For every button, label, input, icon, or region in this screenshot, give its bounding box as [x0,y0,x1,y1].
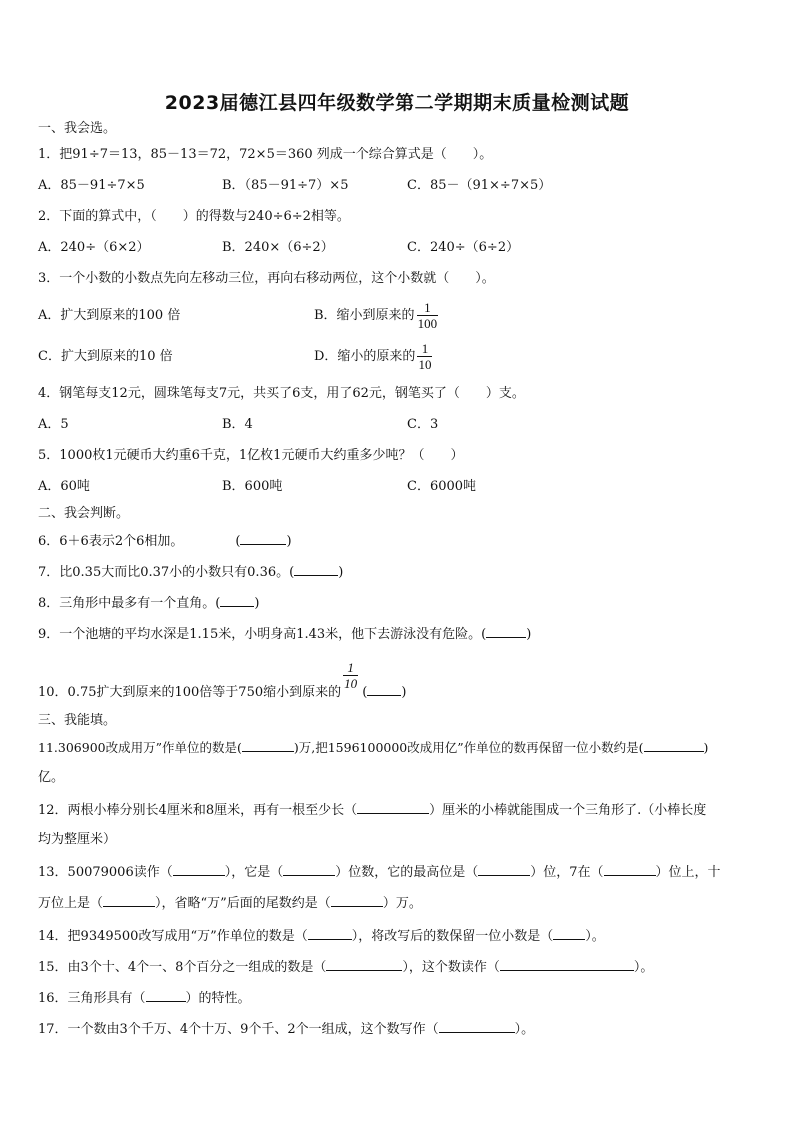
question-13-text: ）位上，十 [655,865,721,880]
question-13-text: 13．50079006读作（ [38,865,173,880]
question-2: 2．下面的算式中，（ ）的得数与240÷6÷2相等。 [38,209,350,224]
q1-option-c: C．85－（91×÷7×5） [407,178,552,193]
fraction-numerator: 1 [421,341,429,356]
answer-blank[interactable] [240,531,286,545]
answer-blank[interactable] [326,957,402,971]
fraction-denominator: 100 [417,316,438,331]
q3-option-a: A．扩大到原来的100 倍 [38,308,181,323]
q1-option-a: A．85－91÷7×5 [38,178,145,193]
answer-blank[interactable] [553,926,585,940]
q2-option-b: B．240×（6÷2） [222,240,334,255]
question-8 [38,593,259,613]
answer-blank[interactable] [478,862,530,876]
question-15-text: 15．由3个十、4个一、8个百分之一组成的数是（ [38,960,327,975]
question-13-text: ），它是（ [224,865,284,880]
question-3: 3．一个小数的小数点先向左移动三位，再向右移动两位，这个小数就（ ）。 [38,271,495,286]
q4-option-a: A．5 [38,417,69,432]
section-heading-fill: 三、我能填。 [38,713,117,728]
paren-close: ) [338,565,344,580]
q1-option-b: B．（85－91÷7）×5 [222,178,349,193]
question-11 [38,738,708,757]
question-12-cont: 均为整厘米） [38,832,117,847]
answer-blank[interactable] [294,562,338,576]
answer-blank[interactable] [146,988,186,1002]
answer-blank[interactable] [308,926,352,940]
q4-option-c: C．3 [407,417,439,432]
fraction-one-hundredth [417,300,439,331]
q4-option-b: B．4 [222,417,253,432]
question-10 [38,660,406,711]
paren-open: ( [235,534,241,549]
q5-option-a: A．60吨 [38,479,90,494]
fraction-denominator: 10 [344,676,358,691]
question-14-text: 14．把9349500改写成用“万”作单位的数是（ [38,929,308,944]
question-14-text: ）。 [585,929,605,944]
question-12-text: 12．两根小棒分别长4厘米和8厘米，再有一根至少长（ [38,803,358,818]
question-6-text: 6．6＋6表示2个6相加。 [38,534,184,549]
fraction-one-tenth [343,660,358,691]
question-9-text: 9．一个池塘的平均水深是1.15米，小明身高1.43米，他下去游泳没有危险。( [38,627,487,642]
question-16 [38,988,251,1008]
q5-option-b: B．600吨 [222,479,283,494]
answer-blank[interactable] [439,1019,515,1033]
question-11-cont: 亿。 [38,770,65,785]
answer-blank[interactable] [283,862,335,876]
answer-blank[interactable] [604,862,656,876]
fraction-denominator: 10 [418,357,432,372]
question-12-text: ）厘米的小棒就能围成一个三角形了.（小棒长度 [429,803,707,818]
answer-blank[interactable] [103,893,155,907]
answer-blank[interactable] [173,862,225,876]
question-13-text: 万位上是（ [38,896,104,911]
question-7 [38,562,343,582]
q3-option-d [314,337,432,377]
question-16-text: 16．三角形具有（ [38,991,146,1006]
q3-option-b-text: B．缩小到原来的 [314,308,415,323]
question-17 [38,1019,534,1039]
question-13-cont [38,893,422,913]
page-title: 2023届德江县四年级数学第二学期期末质量检测试题 [164,92,630,114]
question-4: 4．钢笔每支12元，圆珠笔每支7元，共买了6支，用了62元，钢笔买了（ ）支。 [38,386,525,401]
answer-blank[interactable] [500,957,634,971]
question-13-text: ），省略“万”后面的尾数约是（ [155,896,331,911]
question-14-text: ），将改写后的数保留一位小数是（ [351,929,554,944]
paren-open: ( [358,685,368,700]
question-7-text: 7．比0.35大而比0.37小的小数只有0.36。( [38,565,295,580]
question-1: 1．把91÷7＝13，85－13＝72，72×5＝360 列成一个综合算式是（ ）。 [38,147,493,162]
question-15-text: ），这个数读作（ [402,960,500,975]
question-13-text: ）位，7在（ [530,865,604,880]
answer-blank[interactable] [486,624,526,638]
answer-blank[interactable] [331,893,383,907]
question-16-text: ）的特性。 [185,991,251,1006]
section-heading-choice: 一、我会选。 [38,121,117,136]
answer-blank[interactable] [644,738,704,752]
question-11-text: )万,把1596100000改成用亿”作单位的数再保留一位小数约是( [293,740,644,755]
fraction-numerator: 1 [424,300,431,315]
q3-option-c: C．扩大到原来的10 倍 [38,349,173,364]
paren-close: ) [526,627,532,642]
question-13-text: ）位数，它的最高位是（ [335,865,479,880]
fraction-one-tenth [417,341,432,372]
paren-close: ) [401,685,407,700]
q5-option-c: C．6000吨 [407,479,477,494]
answer-blank[interactable] [367,682,401,696]
question-17-text: 17．一个数由3个千万、4个十万、9个千、2个一组成，这个数写作（ [38,1022,439,1037]
paren-close: ) [286,534,292,549]
paren-close: ) [254,596,260,611]
q3-option-b [314,296,438,336]
section-heading-judge: 二、我会判断。 [38,506,130,521]
question-6 [38,531,292,551]
answer-blank[interactable] [220,593,254,607]
question-8-text: 8．三角形中最多有一个直角。( [38,596,221,611]
question-9 [38,624,531,644]
question-10-text: 10．0.75扩大到原来的100倍等于750缩小到原来的 [38,685,342,700]
answer-blank[interactable] [242,738,294,752]
q2-option-c: C．240÷（6÷2） [407,240,520,255]
question-15 [38,957,653,977]
question-15-text: ）。 [633,960,654,975]
question-11-text: 11.306900改成用万”作单位的数是( [38,740,242,755]
question-17-text: ）。 [514,1022,535,1037]
fraction-numerator: 1 [347,660,354,675]
paren-close: ) [703,740,709,755]
q2-option-a: A．240÷（6×2） [38,240,150,255]
question-5: 5．1000枚1元硬币大约重6千克，1亿枚1元硬币大约重多少吨？（ ） [38,448,464,463]
q3-option-d-text: D．缩小的原来的 [314,349,416,364]
question-14 [38,926,605,946]
answer-blank[interactable] [357,800,429,814]
question-13-text: ）万。 [382,896,422,911]
question-12 [38,800,706,820]
question-13 [38,862,721,882]
